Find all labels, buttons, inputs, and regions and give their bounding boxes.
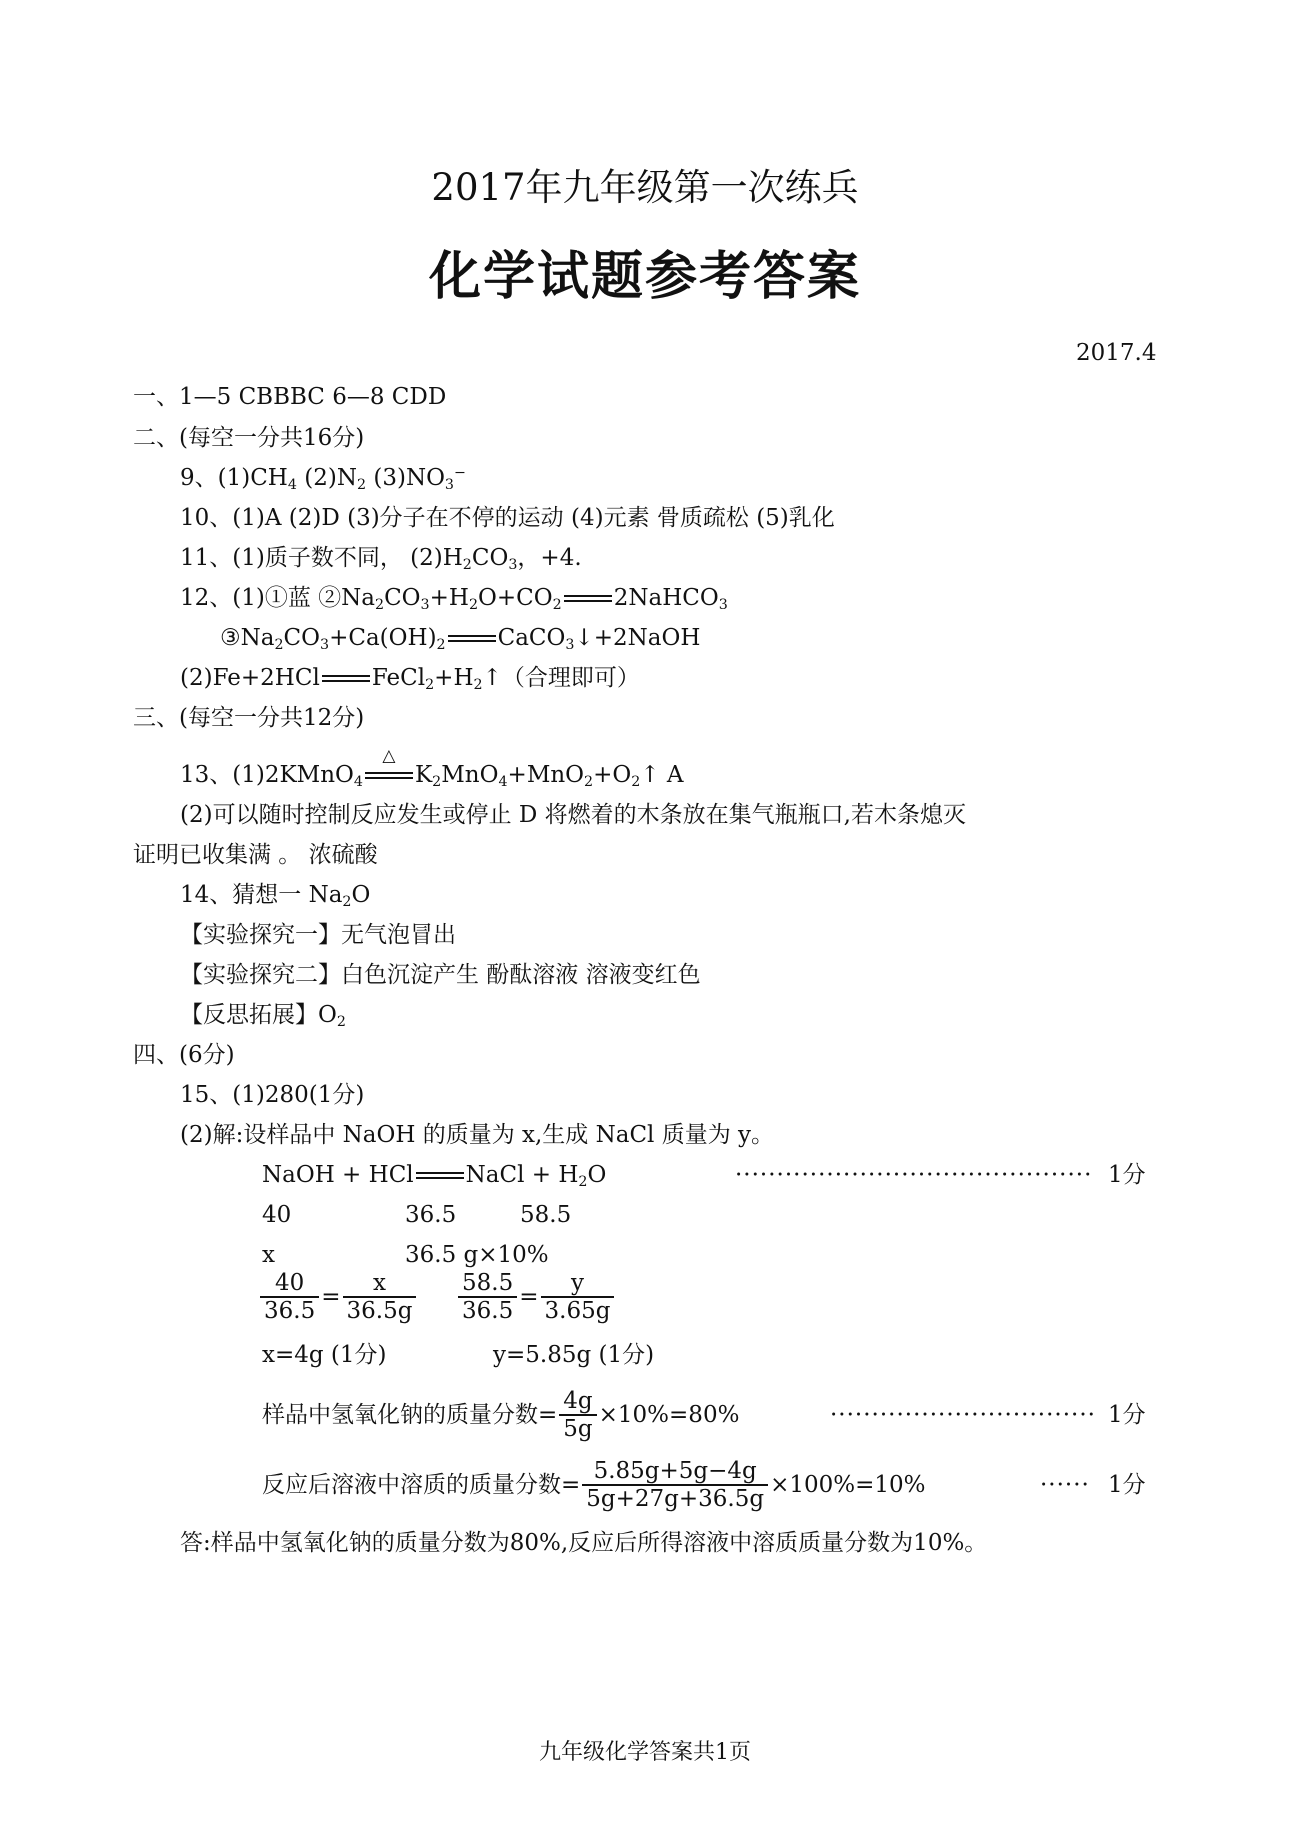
point-3: 1分 xyxy=(1108,1472,1146,1498)
fraction-denominator: 36.5 xyxy=(462,1298,514,1324)
q10-line: 10、(1)A (2)D (3)分子在不停的运动 (4)元素 骨质疏松 (5)乳化 xyxy=(180,505,835,531)
q12-l1-e: 2NaHCO xyxy=(613,585,719,611)
mass-fraction-label: 样品中氢氧化钠的质量分数= xyxy=(262,1402,558,1428)
equals-sign-double-line xyxy=(414,1160,466,1190)
fraction-denominator: 36.5 xyxy=(264,1298,316,1324)
dot-leader-2: ································ xyxy=(830,1402,1096,1428)
ratio-y xyxy=(456,1270,616,1324)
q13-l1-sub5: 2 xyxy=(631,773,641,790)
fraction-40-36.5 xyxy=(260,1270,319,1324)
q15-eq-right: NaCl + H xyxy=(465,1162,579,1188)
q14-line-3: 【实验探究二】白色沉淀产生 酚酞溶液 溶液变红色 xyxy=(180,962,701,988)
equals: = xyxy=(519,1284,539,1310)
final-answer: 答:样品中氢氧化钠的质量分数为80%,反应后所得溶液中溶质质量分数为10%。 xyxy=(180,1530,988,1556)
section-4-heading: 四、(6分) xyxy=(133,1042,235,1068)
q11-part-1: 11、(1)质子数不同， (2)H xyxy=(180,545,463,571)
q13-line-3: 证明已收集满 。 浓硫酸 xyxy=(133,842,378,868)
q12-l1-sub4: 2 xyxy=(552,596,562,613)
q15-eq-left: NaOH + HCl xyxy=(262,1162,414,1188)
q12-l3-c: +H xyxy=(434,665,474,691)
date: 2017.4 xyxy=(1076,340,1157,366)
fraction-58.5-36.5 xyxy=(458,1270,517,1324)
q12-l1-d: O+CO xyxy=(478,585,553,611)
q12-line-3 xyxy=(180,663,640,693)
q9-charge: − xyxy=(454,465,466,482)
solute-fraction-label: 反应后溶液中溶质的质量分数= xyxy=(262,1472,581,1498)
q12-l1-a: 12、(1)①蓝 ②Na xyxy=(180,585,375,611)
q11-part-3: ，+4. xyxy=(517,545,582,571)
mass-fraction-result: ×10%=80% xyxy=(598,1402,740,1428)
q12-l1-sub1: 2 xyxy=(375,596,385,613)
q12-l1-b: CO xyxy=(384,585,421,611)
section-1-prefix: 一、 xyxy=(133,384,179,410)
hcl-mass: 36.5 g×10% xyxy=(405,1242,549,1268)
q12-l1-sub3: 2 xyxy=(468,596,479,613)
q13-line-1 xyxy=(180,746,684,790)
q12-l3-sub1: 2 xyxy=(425,676,435,693)
q12-l1-sub5: 3 xyxy=(718,596,728,613)
q15-line-1: 15、(1)280(1分) xyxy=(180,1082,365,1108)
section-1-answers: 1—5 CBBBC 6—8 CDD xyxy=(179,384,447,410)
fraction-y-3.65g xyxy=(541,1270,615,1324)
q12-l2-a: ③Na xyxy=(220,625,275,651)
q13-l1-sub2: 2 xyxy=(432,773,442,790)
section-3-heading: 三、(每空一分共12分) xyxy=(133,705,365,731)
q13-l1-f: ↑ A xyxy=(640,762,684,788)
molar-mass-c: 58.5 xyxy=(520,1202,572,1228)
ratio-x xyxy=(258,1270,418,1324)
q14-l1-b: O xyxy=(351,882,371,908)
q13-l1-a: 13、(1)2KMnO xyxy=(180,762,354,788)
fraction-numerator: y xyxy=(541,1270,615,1298)
answer-key-title: 化学试题参考答案 xyxy=(428,246,861,307)
solute-fraction-result: ×100%=10% xyxy=(770,1472,926,1498)
fraction-numerator: x xyxy=(343,1270,417,1298)
q12-line-1 xyxy=(180,583,728,613)
fraction-numerator: 58.5 xyxy=(458,1270,517,1298)
q14-l1-sub: 2 xyxy=(342,893,352,910)
q9-sub-3: 3 xyxy=(444,476,454,493)
section-1-line xyxy=(133,382,446,412)
q9-line xyxy=(180,463,466,493)
point-2: 1分 xyxy=(1108,1402,1146,1428)
q15-eq-o: O xyxy=(587,1162,607,1188)
fraction-denominator: 5g+27g+36.5g xyxy=(586,1486,765,1512)
q12-l2-sub3: 2 xyxy=(436,636,446,653)
q12-l3-sub2: 2 xyxy=(473,676,483,693)
q11-sub-2: 3 xyxy=(508,556,518,573)
q14-l4-a: 【反思拓展】O xyxy=(180,1002,337,1028)
section-2-heading: 二、(每空一分共16分) xyxy=(133,425,365,451)
q12-l2-sub2: 3 xyxy=(320,636,330,653)
equals-sign-double-line xyxy=(446,623,498,653)
q11-part-2: CO xyxy=(471,545,509,571)
unknown-x: x xyxy=(262,1242,275,1268)
q13-line-2: (2)可以随时控制反应发生或停止 D 将燃着的木条放在集气瓶瓶口,若木条熄灭 xyxy=(180,802,966,828)
q12-l2-sub1: 2 xyxy=(274,636,284,653)
fraction-denominator: 36.5g xyxy=(346,1298,413,1324)
q15-line-2: (2)解:设样品中 NaOH 的质量为 x,生成 NaCl 质量为 y。 xyxy=(180,1122,775,1148)
molar-mass-b: 36.5 xyxy=(405,1202,457,1228)
result-y: y=5.85g (1分) xyxy=(493,1342,655,1368)
naoh-mass-fraction xyxy=(262,1388,739,1442)
q12-l3-a: (2)Fe+2HCl xyxy=(180,665,320,691)
q13-l1-sub3: 4 xyxy=(498,773,508,790)
fraction-numerator: 4g xyxy=(559,1388,596,1416)
fraction-numerator: 40 xyxy=(260,1270,319,1298)
q13-l1-e: +O xyxy=(593,762,632,788)
dot-leader-3: ······ xyxy=(1040,1472,1090,1498)
q11-sub-1: 2 xyxy=(462,556,472,573)
q12-l1-c: +H xyxy=(429,585,469,611)
q14-line-4 xyxy=(180,1000,346,1030)
q12-l2-e: ↓+2NaOH xyxy=(574,625,701,651)
heat-triangle-icon: △ xyxy=(382,746,396,766)
q13-l1-d: +MnO xyxy=(507,762,585,788)
q12-l2-sub4: 3 xyxy=(565,636,575,653)
q9-sub-2: 2 xyxy=(356,476,367,493)
q12-l2-c: +Ca(OH) xyxy=(329,625,437,651)
q14-l4-sub: 2 xyxy=(336,1013,346,1030)
q9-part-3: (3)NO xyxy=(366,465,445,491)
q14-l1-a: 14、猜想一 Na xyxy=(180,882,343,908)
fraction-denominator: 5g xyxy=(563,1416,593,1442)
equals-sign-double-line xyxy=(562,583,614,613)
q13-l1-sub1: 4 xyxy=(353,773,363,790)
q9-part-1: 9、(1)CH xyxy=(180,465,288,491)
q15-eq-sub: 2 xyxy=(578,1173,588,1190)
fraction-numerator: 5.85g+5g−4g xyxy=(582,1458,768,1486)
q13-l1-sub4: 2 xyxy=(584,773,594,790)
q15-equation xyxy=(262,1160,606,1190)
molar-mass-a: 40 xyxy=(262,1202,292,1228)
solute-mass-fraction xyxy=(262,1458,926,1512)
q11-line xyxy=(180,543,582,573)
q9-sub-1: 4 xyxy=(287,476,297,493)
point-1: 1分 xyxy=(1108,1162,1146,1188)
result-x: x=4g (1分) xyxy=(262,1342,387,1368)
fraction-x-36.5g xyxy=(343,1270,417,1324)
q12-l3-d: ↑（合理即可） xyxy=(482,665,640,691)
fraction-denominator: 3.65g xyxy=(544,1298,611,1324)
heating-equals-sign xyxy=(363,746,415,790)
q12-l2-d: CaCO xyxy=(497,625,566,651)
q12-l2-b: CO xyxy=(283,625,321,651)
exam-title: 2017年九年级第一次练兵 xyxy=(431,166,859,209)
q13-l1-c: MnO xyxy=(441,762,499,788)
q14-line-1 xyxy=(180,880,370,910)
equals-sign-double-line xyxy=(320,663,372,693)
fraction-4g-5g xyxy=(559,1388,596,1442)
q12-l3-b: FeCl xyxy=(371,665,426,691)
page-footer: 九年级化学答案共1页 xyxy=(539,1740,751,1765)
equals: = xyxy=(321,1284,341,1310)
dot-leader-1: ··········································· xyxy=(735,1162,1093,1188)
q12-l1-sub2: 3 xyxy=(420,596,430,613)
q9-part-2: (2)N xyxy=(296,465,357,491)
q12-line-2 xyxy=(220,623,700,653)
q14-line-2: 【实验探究一】无气泡冒出 xyxy=(180,922,456,948)
fraction-solute xyxy=(582,1458,768,1512)
q13-l1-b: K xyxy=(414,762,433,788)
